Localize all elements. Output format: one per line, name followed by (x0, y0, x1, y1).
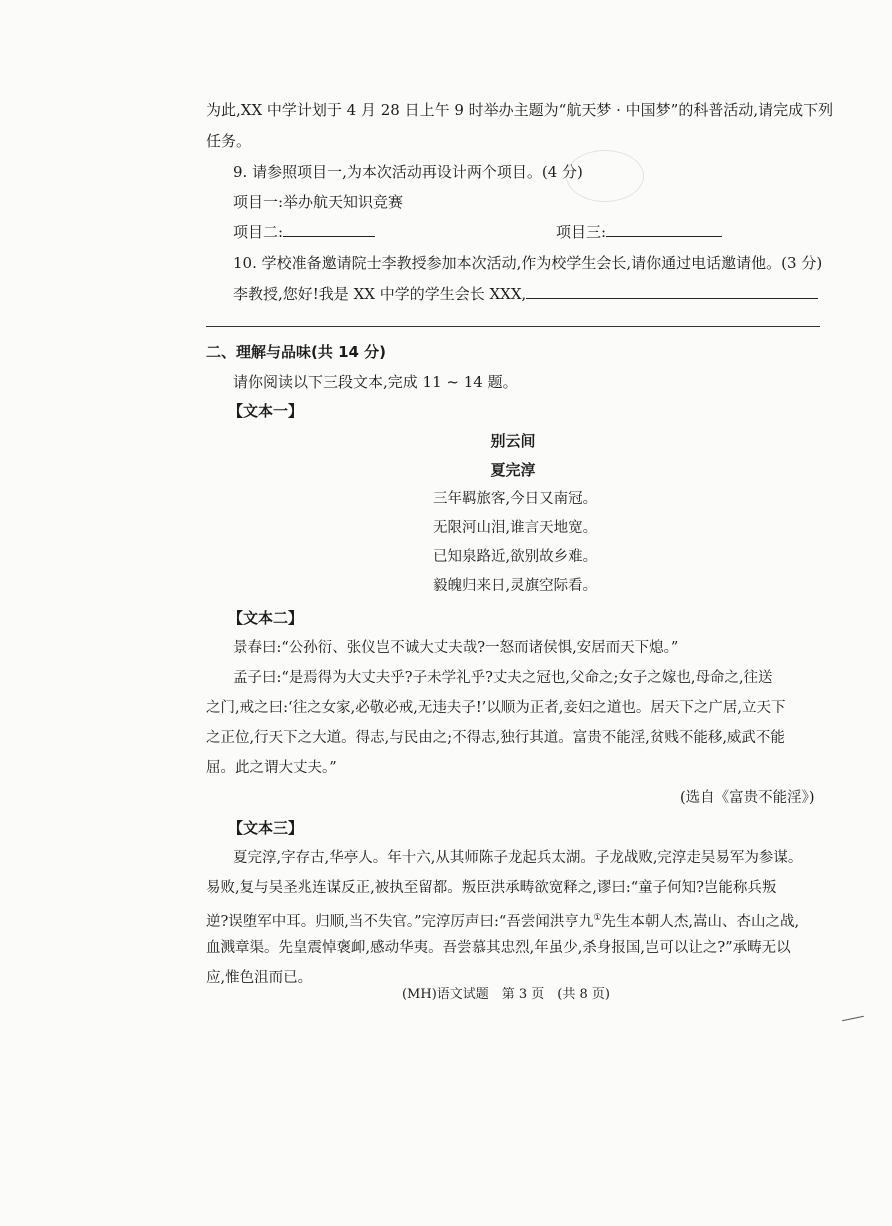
text3-line-2: 易败,复与吴圣兆连谋反正,被执至留都。叛臣洪承畴欲宽释之,谬曰:“童子何知?岂能称兵叛 (206, 880, 777, 896)
poem-line-4: 毅魄归来日,灵旗空际看。 (433, 578, 598, 594)
q9-prompt: 9. 请参照项目一,为本次活动再设计两个项目。(4 分) (233, 163, 583, 181)
text3-line-1: 夏完淳,字存古,华亭人。年十六,从其师陈子龙起兵太湖。子龙战败,完淳走吴易军为参谋。 (233, 850, 803, 866)
q10-opening-text: 李教授,您好!我是 XX 中学的学生会长 XXX, (233, 285, 527, 303)
q10-opening (233, 284, 818, 304)
pen-mark (842, 1016, 864, 1022)
section-divider (206, 326, 820, 327)
q10-answer-blank[interactable] (526, 284, 818, 299)
text1-label: 【文本一】 (228, 402, 304, 420)
q10-prompt: 10. 学校准备邀请院士李教授参加本次活动,作为校学生会长,请你通过电话邀请他。(3 分) (233, 254, 823, 272)
footnote-mark: ① (593, 913, 602, 923)
poem-line-2: 无限河山泪,谁言天地宽。 (433, 520, 598, 536)
q9-item3-label: 项目三: (556, 223, 607, 241)
section2-instruction: 请你阅读以下三段文本,完成 11 ~ 14 题。 (233, 373, 518, 391)
poem-line-1: 三年羁旅客,今日又南冠。 (433, 491, 598, 507)
text3-line-3-a: 逆?误堕军中耳。归顺,当不失官。”完淳厉声曰:“吾尝闻洪亨九 (206, 913, 594, 930)
q9-item2-answer-blank[interactable] (283, 222, 375, 237)
text2-line-3: 之门,戒之曰:‘往之女家,必敬必戒,无违夫子!’以顺为正者,妾妇之道也。居天下之广居,立天下 (206, 700, 786, 716)
text2-line-4: 之正位,行天下之大道。得志,与民由之;不得志,独行其道。富贵不能淫,贫贱不能移,威武不能 (206, 730, 785, 746)
text3-line-5: 应,惟色沮而已。 (206, 970, 313, 986)
section2-heading: 二、理解与品味(共 14 分) (206, 343, 387, 361)
q9-item1: 项目一:举办航天知识竞赛 (233, 193, 404, 211)
text2-label: 【文本二】 (228, 609, 304, 627)
text2-line-1: 景春曰:“公孙衍、张仪岂不诚大丈夫哉?一怒而诸侯惧,安居而天下熄。” (233, 640, 679, 656)
text2-source: (选自《富贵不能淫》) (680, 790, 815, 806)
text3-line-4: 血溅章渠。先皇震悼褒卹,感动华夷。吾尝慕其忠烈,年虽少,杀身报国,岂可以让之?”承畴无以 (206, 940, 791, 956)
intro-line-1: 为此,XX 中学计划于 4 月 28 日上午 9 时举办主题为“航天梦 · 中国梦”的科普活动,请完成下列 (206, 101, 834, 119)
text2-line-2: 孟子曰:“是焉得为大丈夫乎?子未学礼乎?丈夫之冠也,父命之;女子之嫁也,母命之,往送 (233, 670, 773, 686)
text3-line-3 (206, 908, 799, 932)
poem-line-3: 已知泉路近,欲别故乡难。 (433, 549, 598, 565)
poem-author: 夏完淳 (490, 461, 536, 479)
text3-line-3-b: 先生本朝人杰,嵩山、杏山之战, (601, 913, 800, 930)
poem-title: 别云间 (490, 432, 536, 450)
q9-item2 (233, 222, 375, 242)
page-footer: (MH)语文试题 第 3 页 (共 8 页) (401, 987, 610, 1002)
q9-item3-answer-blank[interactable] (606, 222, 722, 237)
q9-item3 (556, 222, 722, 242)
text3-label: 【文本三】 (228, 819, 304, 837)
q9-item2-label: 项目二: (233, 223, 284, 241)
text2-line-5: 屈。此之谓大丈夫。” (206, 760, 337, 776)
intro-line-2: 任务。 (206, 132, 252, 150)
